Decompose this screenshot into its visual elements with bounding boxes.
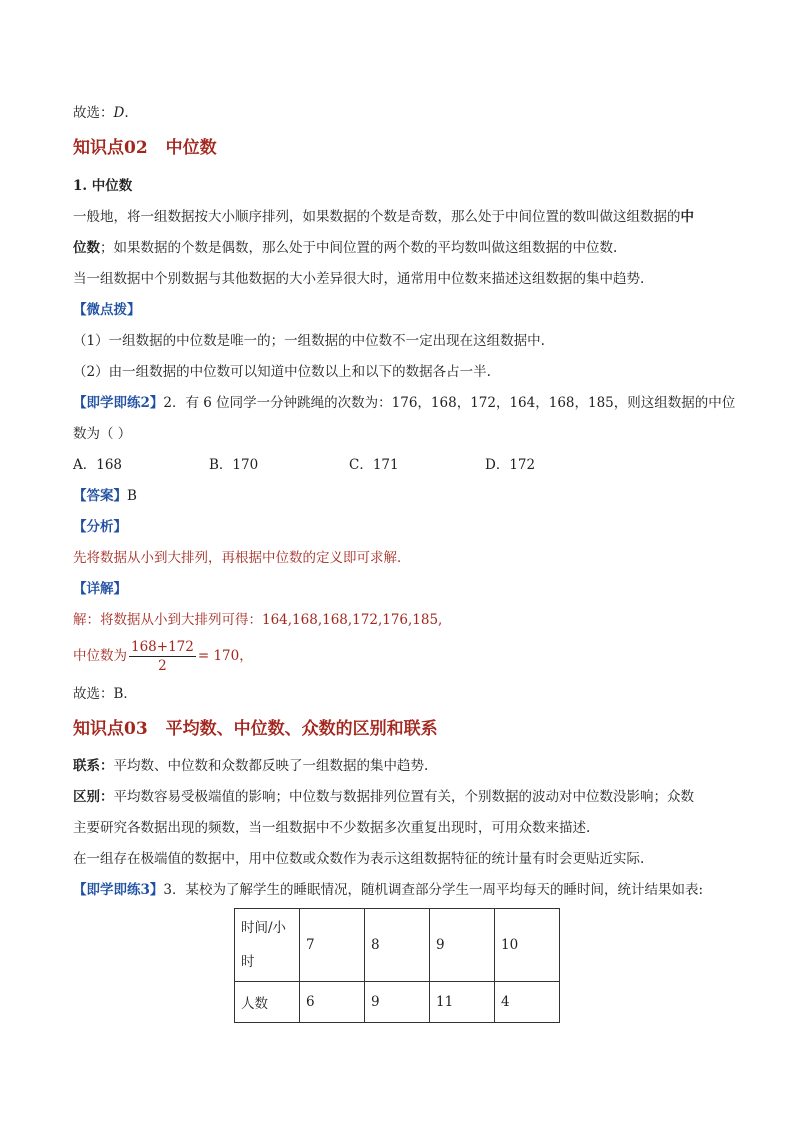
table-cell: 8 [365,909,430,982]
table-row [235,909,560,982]
table-cell: 4 [495,982,560,1023]
sleep-table [234,908,560,1023]
median-fraction: $\frac{168+172}{2}$ [131,639,194,674]
table-cell: 7 [300,909,365,982]
table-cell: 人数 [235,982,300,1023]
answer-line: 【答案】B [73,488,137,504]
detail-line-1: 解：将数据从小到大排列可得：164,168,168,172,176,185, [73,612,443,628]
link-line: 联系：平均数、中位数和众数都反映了一组数据的集中趋势. [73,758,429,774]
option-a: A．168 [73,457,123,473]
tip-item-2: （2）由一组数据的中位数可以知道中位数以上和以下的数据各占一半. [73,364,491,380]
exercise-2-question: 【即学即练2】2．有 6 位同学一分钟跳绳的次数为：176，168，172，164，168，185，则这组数据的中位 [73,395,736,411]
table-cell: 9 [365,982,430,1023]
option-c: C．171 [349,457,399,473]
section-heading-03: 知识点03 平均数、中位数、众数的区别和联系 [73,719,438,739]
detail-line-2: 中位数为 $\frac{168+172}{2}$ = 170， [73,639,253,674]
definition-line-1: 一般地，将一组数据按大小顺序排列，如果数据的个数是奇数，那么处于中间位置的数叫做这组数据的中 [73,209,694,225]
definition-line-3: 当一组数据中个别数据与其他数据的大小差异很大时，通常用中位数来描述这组数据的集中趋势. [73,271,645,287]
previous-answer: 故选：D. [73,105,129,121]
table-cell: 6 [300,982,365,1023]
analysis-label: 【分析】 [73,519,127,535]
extreme-value-line: 在一组存在极端值的数据中，用中位数或众数作为表示这组数据特征的统计量有时会更贴近实际. [73,851,645,867]
option-d: D．172 [485,457,536,473]
section-heading-02: 知识点02 中位数 [73,138,217,158]
tip-label: 【微点拨】 [73,302,141,318]
table-cell: 11 [430,982,495,1023]
table-cell: 10 [495,909,560,982]
exercise-2-question-cont: 数为（ ） [73,426,132,442]
table-cell: 时间/小时 [235,909,300,982]
analysis-text: 先将数据从小到大排列，再根据中位数的定义即可求解． [73,550,411,566]
diff-line-1: 区别：平均数容易受极端值的影响；中位数与数据排列位置有关，个别数据的波动对中位数没影响；众数 [73,789,694,805]
option-b: B．170 [209,457,259,473]
detail-label: 【详解】 [73,581,127,597]
table-row [235,982,560,1023]
exercise-3-question: 【即学即练3】3．某校为了解学生的睡眠情况，随机调查部分学生一周平均每天的睡时间，统计结果如表: [73,882,704,898]
subheading-median: 1. 中位数 [73,178,133,194]
tip-item-1: （1）一组数据的中位数是唯一的；一组数据的中位数不一定出现在这组数据中. [73,333,545,349]
conclusion: 故选：B． [73,686,137,702]
definition-line-2: 位数；如果数据的个数是偶数，那么处于中间位置的两个数的平均数叫做这组数据的中位数. [73,240,618,256]
table-cell: 9 [430,909,495,982]
diff-line-2: 主要研究各数据出现的频数，当一组数据中不少数据多次重复出现时，可用众数来描述. [73,820,591,836]
